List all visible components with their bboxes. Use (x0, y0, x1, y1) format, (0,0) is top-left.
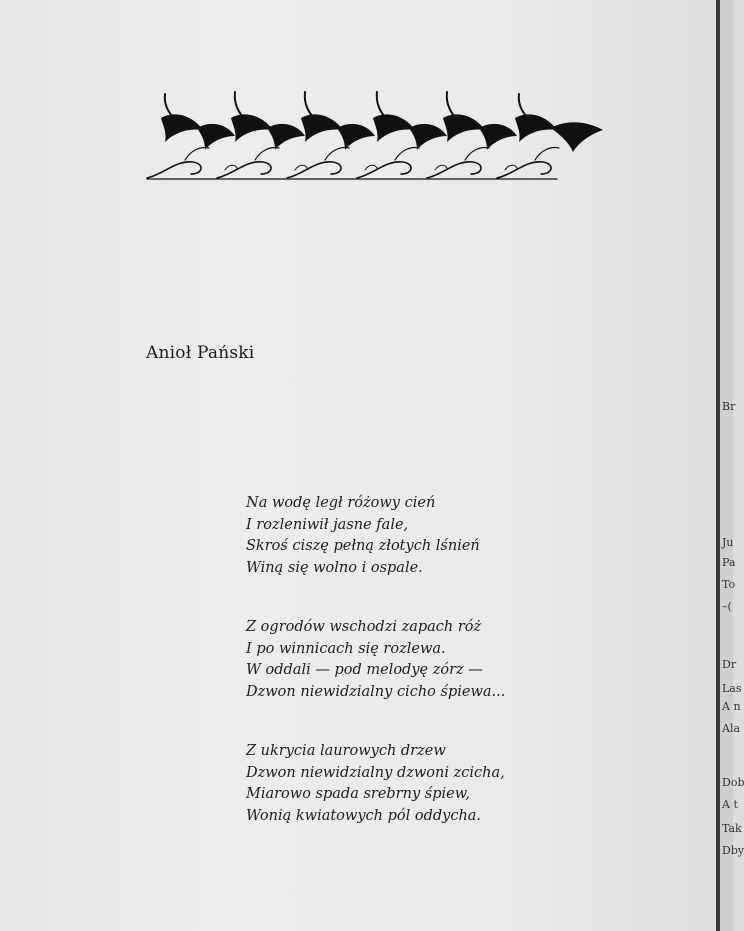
adjacent-page-fragment: Pa (722, 556, 736, 569)
stanza-3 (246, 741, 576, 827)
poem-line: Dzwon niewidzialny cicho śpiewa... (246, 683, 506, 700)
adjacent-page-fragment: Br (722, 400, 736, 413)
stanza-1 (246, 493, 576, 579)
adjacent-page-fragment: Dob (722, 776, 744, 789)
adjacent-page-fragment: A n (722, 700, 741, 713)
adjacent-page-fragment: Ala (722, 722, 741, 735)
adjacent-page-fragment: Ju (722, 536, 734, 549)
poem-line: Z ogrodów wschodzi zapach róż (246, 619, 482, 635)
adjacent-page-edge (720, 0, 744, 931)
poem-line: Winą się wolno i ospale. (246, 559, 423, 576)
poem-title: Anioł Pański (146, 343, 255, 363)
poem-line: I po winnicach się rozlewa. (246, 640, 446, 657)
adjacent-page-fragment: To (722, 578, 736, 591)
adjacent-page-fragment: A t (722, 798, 738, 811)
adjacent-page-fragment: Dby (722, 844, 744, 857)
poem-line: Wonią kwiatowych pól oddycha. (246, 807, 482, 824)
stanza-2 (246, 617, 576, 703)
poem-line: Na wodę legł różowy cień (246, 495, 436, 511)
adjacent-page-fragment: Dr (722, 658, 737, 671)
adjacent-page-fragment: –( (722, 600, 732, 613)
adjacent-page-fragment: Tak (722, 822, 742, 835)
poem-line: I rozleniwił jasne fale, (246, 516, 409, 533)
poem-line: Dzwon niewidzialny dzwoni zcicha, (246, 764, 505, 781)
adjacent-page-fragment: Las (722, 682, 742, 695)
poem-line: Miarowo spada srebrny śpiew, (246, 786, 470, 802)
poem-line: Skroś ciszę pełną złotych lśnień (246, 538, 480, 554)
poem-line: Z ukrycia laurowych drzew (246, 743, 446, 759)
floral-wave-vignette-icon (145, 90, 607, 185)
poem-line: W oddali — pod melodyę zórz — (246, 662, 483, 678)
poem-body (246, 493, 576, 865)
